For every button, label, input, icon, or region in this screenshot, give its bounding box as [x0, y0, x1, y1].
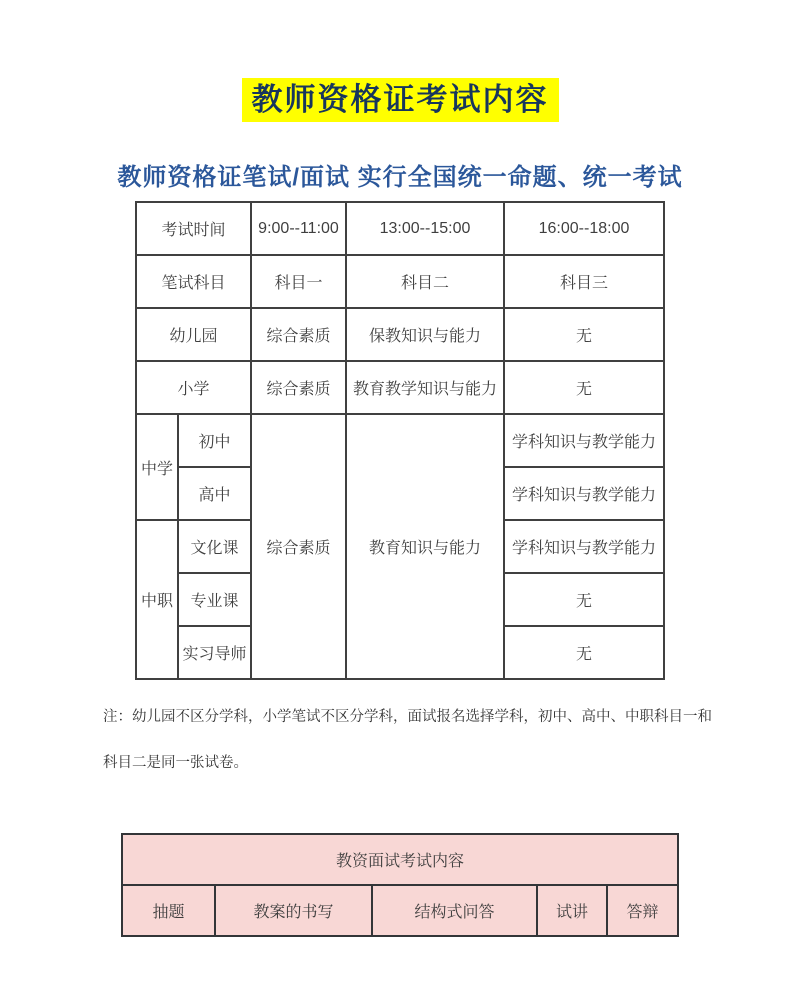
- cell-subject-2: 科目二: [346, 255, 504, 308]
- table-row-written-subjects: [136, 255, 664, 308]
- table-row-kindergarten: [136, 308, 664, 361]
- cell-senior-high-subject3: 学科知识与教学能力: [504, 467, 664, 520]
- cell-primary-subject1: 综合素质: [251, 361, 346, 414]
- cell-interview-item-2: 教案的书写: [215, 885, 372, 936]
- cell-kindergarten-subject1: 综合素质: [251, 308, 346, 361]
- cell-vocational-group-label: 中职: [136, 520, 178, 679]
- cell-kindergarten-label: 幼儿园: [136, 308, 251, 361]
- title-block: [0, 0, 800, 122]
- table-row-junior-high: [136, 414, 664, 467]
- cell-senior-high-label: 高中: [178, 467, 251, 520]
- cell-primary-label: 小学: [136, 361, 251, 414]
- note-text: [103, 694, 743, 786]
- exam-schedule-table: [135, 201, 665, 680]
- table-row-interview-title: [122, 834, 678, 885]
- cell-professional-course-subject3: 无: [504, 573, 664, 626]
- cell-internship-mentor-subject3: 无: [504, 626, 664, 679]
- cell-time-slot-2: 13:00--15:00: [346, 202, 504, 255]
- cell-time-slot-1: 9:00--11:00: [251, 202, 346, 255]
- cell-written-subject-label: 笔试科目: [136, 255, 251, 308]
- cell-kindergarten-subject2: 保教知识与能力: [346, 308, 504, 361]
- cell-subject-1: 科目一: [251, 255, 346, 308]
- interview-content-table: [121, 833, 679, 937]
- table-row-exam-time: [136, 202, 664, 255]
- cell-culture-course-label: 文化课: [178, 520, 251, 573]
- cell-time-slot-3: 16:00--18:00: [504, 202, 664, 255]
- cell-merged-subject2: 教育知识与能力: [346, 414, 504, 679]
- table-row-interview-items: [122, 885, 678, 936]
- cell-secondary-group-label: 中学: [136, 414, 178, 520]
- cell-kindergarten-subject3: 无: [504, 308, 664, 361]
- cell-interview-item-1: 抽题: [122, 885, 215, 936]
- interview-table-title: 教资面试考试内容: [122, 834, 678, 885]
- cell-internship-mentor-label: 实习导师: [178, 626, 251, 679]
- cell-interview-item-4: 试讲: [537, 885, 607, 936]
- note-line-2: 科目二是同一张试卷。: [103, 755, 248, 771]
- cell-professional-course-label: 专业课: [178, 573, 251, 626]
- cell-culture-course-subject3: 学科知识与教学能力: [504, 520, 664, 573]
- cell-primary-subject3: 无: [504, 361, 664, 414]
- table-row-primary: [136, 361, 664, 414]
- cell-merged-subject1: 综合素质: [251, 414, 346, 679]
- cell-interview-item-3: 结构式问答: [372, 885, 537, 936]
- cell-subject-3: 科目三: [504, 255, 664, 308]
- cell-junior-high-label: 初中: [178, 414, 251, 467]
- cell-junior-high-subject3: 学科知识与教学能力: [504, 414, 664, 467]
- note-line-1: 注：幼儿园不区分学科，小学笔试不区分学科，面试报名选择学科，初中、高中、中职科目一和: [103, 709, 712, 725]
- cell-primary-subject2: 教育教学知识与能力: [346, 361, 504, 414]
- cell-interview-item-5: 答辩: [607, 885, 678, 936]
- page-title: 教师资格证考试内容: [242, 78, 559, 122]
- subtitle: 教师资格证笔试/面试 实行全国统一命题、统一考试: [117, 164, 683, 191]
- cell-exam-time-label: 考试时间: [136, 202, 251, 255]
